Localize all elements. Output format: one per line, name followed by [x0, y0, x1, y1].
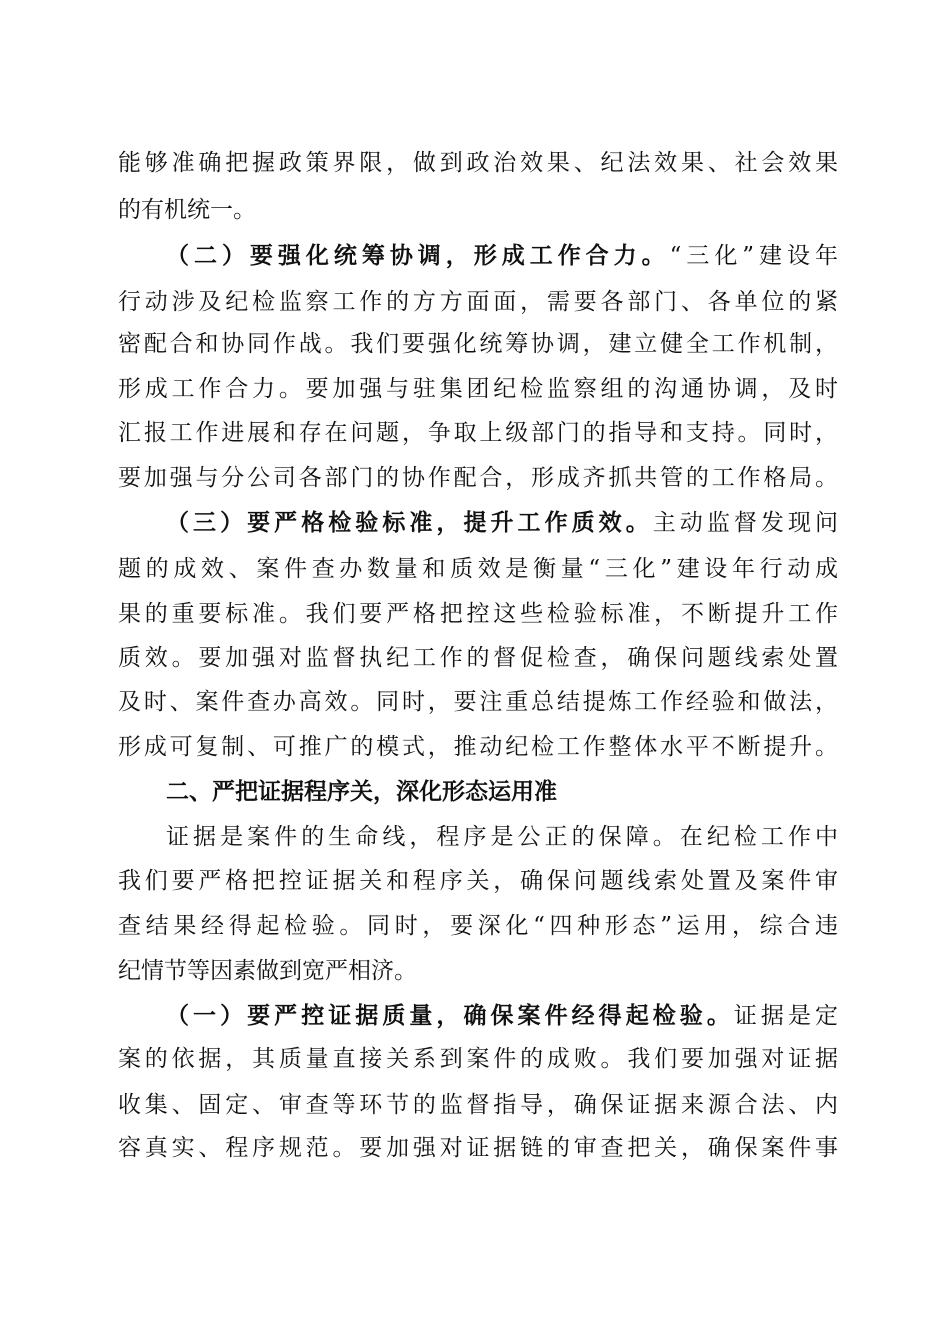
paragraph-line: 案的依据，其质量直接关系到案件的成败。我们要加强对证据 — [118, 1046, 838, 1072]
paragraph-line: 汇报工作进展和存在问题，争取上级部门的指导和支持。同时， — [118, 420, 838, 446]
paragraph-line: 容真实、程序规范。要加强对证据链的审查把关，确保案件事 — [118, 1135, 838, 1161]
paragraph-line: 果的重要标准。我们要严格把控这些检验标准，不断提升工作 — [118, 601, 838, 627]
paragraph-line: 我们要严格把控证据关和程序关，确保问题线索处置及案件审 — [118, 868, 838, 894]
paragraph-line: 密配合和协同作战。我们要强化统筹协调，建立健全工作机制， — [118, 331, 838, 357]
paragraph-line: 查结果经得起检验。同时，要深化“四种形态”运用，综合违 — [118, 913, 838, 939]
paragraph-line: 行动涉及纪检监察工作的方方面面，需要各部门、各单位的紧 — [118, 289, 838, 315]
subheading-line — [166, 236, 838, 276]
paragraph-line: 能够准确把握政策界限，做到政治效果、纪法效果、社会效果 — [118, 150, 838, 176]
subheading-one-text: （一）要严控证据质量，确保案件经得起检验。 — [166, 1002, 734, 1029]
paragraph-line: 题的成效、案件查办数量和质效是衡量“三化”建设年行动成 — [118, 556, 838, 582]
paragraph-line: 的有机统一。 — [118, 197, 256, 223]
paragraph-line: 形成可复制、可推广的模式，推动纪检工作整体水平不断提升。 — [118, 734, 838, 760]
paragraph-line: 及时、案件查办高效。同时，要注重总结提炼工作经验和做法， — [118, 689, 838, 715]
subheading-line — [166, 996, 838, 1036]
paragraph-line: 形成工作合力。要加强与驻集团纪检监察组的沟通协调，及时 — [118, 376, 838, 402]
paragraph-line: 要加强与分公司各部门的协作配合，形成齐抓共管的工作格局。 — [118, 465, 838, 491]
paragraph-continuation: 主动监督发现问 — [652, 510, 838, 536]
paragraph-continuation: 证据是定 — [733, 1003, 838, 1029]
paragraph-line: 纪情节等因素做到宽严相济。 — [118, 958, 417, 984]
subheading-line — [166, 503, 838, 543]
subheading-two-text: （二）要强化统筹协调，形成工作合力。 — [166, 242, 670, 269]
paragraph-line: 质效。要加强对监督执纪工作的督促检查，确保问题线索处置 — [118, 645, 838, 671]
paragraph-line: 收集、固定、审查等环节的监督指导，确保证据来源合法、内 — [118, 1092, 838, 1118]
paragraph-continuation: “三化”建设年 — [669, 243, 838, 269]
section-heading: 二、严把证据程序关，深化形态运用准 — [166, 779, 557, 805]
subheading-three-text: （三）要严格检验标准，提升工作质效。 — [166, 509, 653, 536]
paragraph-line: 证据是案件的生命线，程序是公正的保障。在纪检工作中 — [166, 824, 838, 850]
